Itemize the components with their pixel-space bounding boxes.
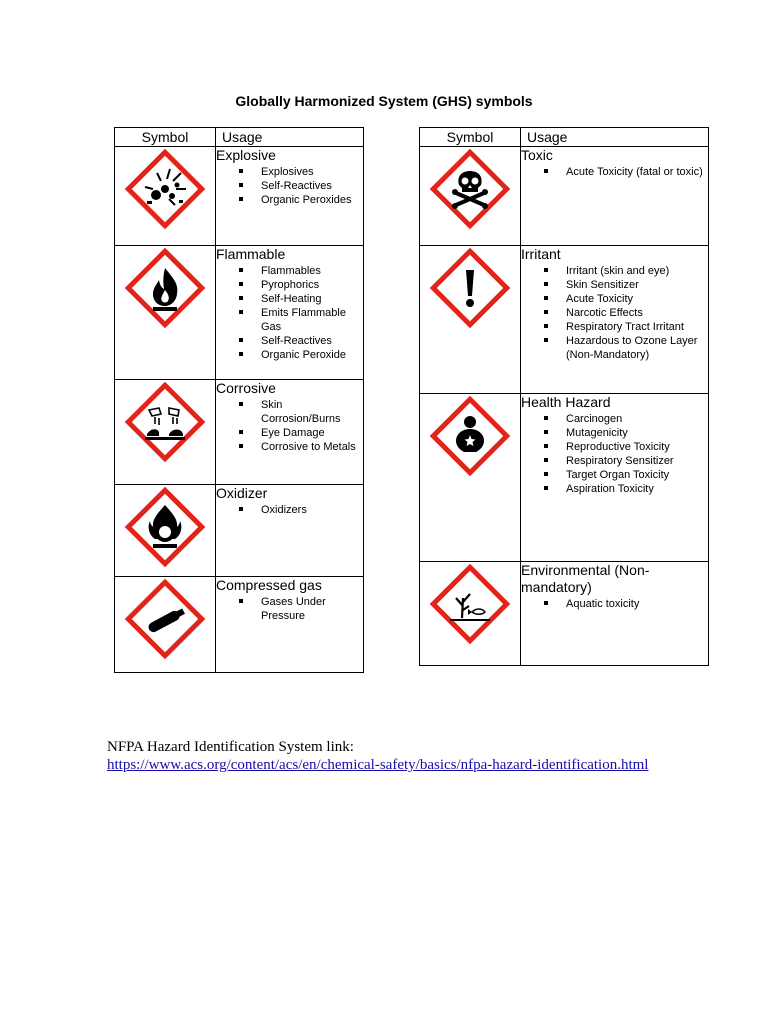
list-item: Narcotic Effects [521, 306, 708, 320]
symbol-header: Symbol [115, 128, 216, 147]
table-row [115, 485, 364, 577]
list-item: Self-Heating [216, 292, 363, 306]
list-item: Target Organ Toxicity [521, 468, 708, 482]
usage-header: Usage [521, 128, 709, 147]
list-item: Carcinogen [521, 412, 708, 426]
list-item: Skin Corrosion/Burns [216, 398, 363, 426]
list-item: Pyrophorics [216, 278, 363, 292]
category-label: Oxidizer [216, 485, 268, 501]
list-item: Acute Toxicity (fatal or toxic) [521, 165, 708, 179]
list-item: Self-Reactives [216, 179, 363, 193]
list-item: Gases Under Pressure [216, 595, 363, 623]
list-item: Emits Flammable Gas [216, 306, 363, 334]
table-row [115, 147, 364, 246]
table-row [115, 380, 364, 485]
list-item: Eye Damage [216, 426, 363, 440]
category-label: Flammable [216, 246, 286, 262]
list-item: Skin Sensitizer [521, 278, 708, 292]
category-label: Toxic [521, 147, 553, 163]
table-row [115, 246, 364, 380]
category-label: Health Hazard [521, 394, 611, 410]
ghs-table-right [419, 127, 709, 666]
list-item: Hazardous to Ozone Layer (Non-Mandatory) [521, 334, 708, 362]
corrosive-icon [123, 380, 207, 464]
list-item: Respiratory Tract Irritant [521, 320, 708, 334]
list-item: Organic Peroxides [216, 193, 363, 207]
table-row [115, 577, 364, 673]
list-item: Acute Toxicity [521, 292, 708, 306]
list-item: Self-Reactives [216, 334, 363, 348]
skull-crossbones-icon [428, 147, 512, 231]
explosive-icon [123, 147, 207, 231]
exclamation-icon [428, 246, 512, 330]
flammable-icon [123, 246, 207, 330]
table-row [420, 562, 709, 666]
environment-icon [428, 562, 512, 646]
usage-header: Usage [216, 128, 364, 147]
list-item: Oxidizers [216, 503, 363, 517]
category-label: Corrosive [216, 380, 276, 396]
symbol-header: Symbol [420, 128, 521, 147]
list-item: Explosives [216, 165, 363, 179]
health-hazard-icon [428, 394, 512, 478]
list-item: Reproductive Toxicity [521, 440, 708, 454]
table-row [420, 147, 709, 246]
table-row [420, 246, 709, 394]
list-item: Organic Peroxide [216, 348, 363, 362]
list-item: Flammables [216, 264, 363, 278]
list-item: Mutagenicity [521, 426, 708, 440]
category-label: Explosive [216, 147, 276, 163]
nfpa-link-label: NFPA Hazard Identification System link: [107, 739, 354, 755]
list-item: Corrosive to Metals [216, 440, 363, 454]
table-row [420, 394, 709, 562]
ghs-table-left [114, 127, 364, 673]
category-label: Compressed gas [216, 577, 322, 593]
category-label: Irritant [521, 246, 561, 262]
category-label: Environmental (Non-mandatory) [521, 562, 650, 595]
page-title: Globally Harmonized System (GHS) symbols [235, 93, 533, 109]
compressed-gas-icon [123, 577, 207, 661]
nfpa-link[interactable]: https://www.acs.org/content/acs/en/chemical-safety/basics/nfpa-hazard-identification.html [107, 757, 649, 773]
list-item: Aquatic toxicity [521, 597, 708, 611]
oxidizer-icon [123, 485, 207, 569]
list-item: Irritant (skin and eye) [521, 264, 708, 278]
list-item: Aspiration Toxicity [521, 482, 708, 496]
list-item: Respiratory Sensitizer [521, 454, 708, 468]
